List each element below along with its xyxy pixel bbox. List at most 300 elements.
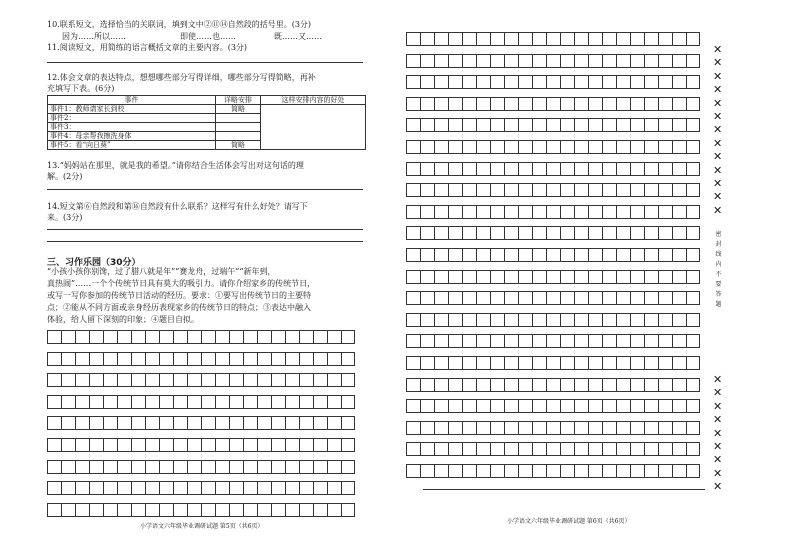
grid-cell[interactable] (491, 314, 505, 326)
grid-cell[interactable] (547, 335, 561, 347)
grid-cell[interactable] (286, 396, 300, 408)
grid-row[interactable] (47, 503, 355, 517)
grid-cell[interactable] (76, 396, 90, 408)
grid-cell[interactable] (132, 482, 146, 494)
grid-cell[interactable] (519, 184, 533, 196)
grid-cell[interactable] (449, 292, 463, 304)
grid-cell[interactable] (659, 55, 673, 67)
grid-cell[interactable] (407, 163, 421, 175)
grid-cell[interactable] (76, 374, 90, 386)
grid-row[interactable] (406, 205, 700, 219)
grid-cell[interactable] (463, 292, 477, 304)
grid-cell[interactable] (533, 400, 547, 412)
grid-cell[interactable] (463, 76, 477, 88)
grid-cell[interactable] (631, 141, 645, 153)
grid-cell[interactable] (435, 76, 449, 88)
grid-cell[interactable] (547, 206, 561, 218)
grid-cell[interactable] (160, 417, 174, 429)
grid-cell[interactable] (505, 227, 519, 239)
grid-cell[interactable] (603, 163, 617, 175)
grid-cell[interactable] (160, 396, 174, 408)
grid-cell[interactable] (561, 422, 575, 434)
grid-cell[interactable] (617, 357, 631, 369)
grid-cell[interactable] (272, 353, 286, 365)
grid-cell[interactable] (435, 33, 449, 45)
grid-cell[interactable] (631, 422, 645, 434)
grid-cell[interactable] (244, 331, 258, 343)
grid-cell[interactable] (421, 184, 435, 196)
grid-cell[interactable] (421, 76, 435, 88)
grid-cell[interactable] (519, 292, 533, 304)
grid-row[interactable] (406, 248, 700, 262)
grid-cell[interactable] (589, 357, 603, 369)
grid-cell[interactable] (603, 55, 617, 67)
grid-cell[interactable] (575, 271, 589, 283)
grid-cell[interactable] (328, 374, 342, 386)
grid-cell[interactable] (645, 400, 659, 412)
grid-cell[interactable] (118, 504, 132, 516)
grid-cell[interactable] (477, 206, 491, 218)
grid-cell[interactable] (230, 374, 244, 386)
grid-row[interactable] (47, 373, 355, 387)
grid-row[interactable] (406, 356, 700, 370)
grid-cell[interactable] (48, 353, 62, 365)
grid-cell[interactable] (617, 227, 631, 239)
grid-cell[interactable] (673, 465, 687, 477)
grid-cell[interactable] (631, 465, 645, 477)
grid-cell[interactable] (477, 443, 491, 455)
grid-cell[interactable] (547, 55, 561, 67)
grid-cell[interactable] (314, 439, 328, 451)
grid-cell[interactable] (174, 461, 188, 473)
grid-cell[interactable] (673, 98, 687, 110)
grid-cell[interactable] (575, 249, 589, 261)
grid-cell[interactable] (589, 184, 603, 196)
grid-cell[interactable] (645, 443, 659, 455)
grid-cell[interactable] (561, 357, 575, 369)
grid-cell[interactable] (449, 98, 463, 110)
grid-cell[interactable] (244, 353, 258, 365)
grid-cell[interactable] (272, 374, 286, 386)
grid-cell[interactable] (519, 98, 533, 110)
grid-cell[interactable] (230, 331, 244, 343)
grid-cell[interactable] (645, 33, 659, 45)
grid-cell[interactable] (491, 465, 505, 477)
grid-cell[interactable] (561, 314, 575, 326)
grid-cell[interactable] (659, 292, 673, 304)
detail-cell[interactable] (216, 132, 261, 141)
grid-row[interactable] (406, 54, 700, 68)
grid-cell[interactable] (673, 76, 687, 88)
grid-cell[interactable] (589, 443, 603, 455)
grid-cell[interactable] (244, 374, 258, 386)
grid-cell[interactable] (463, 400, 477, 412)
grid-cell[interactable] (547, 357, 561, 369)
grid-cell[interactable] (589, 206, 603, 218)
grid-cell[interactable] (491, 292, 505, 304)
grid-cell[interactable] (533, 271, 547, 283)
grid-cell[interactable] (533, 379, 547, 391)
grid-cell[interactable] (505, 119, 519, 131)
grid-cell[interactable] (463, 33, 477, 45)
grid-cell[interactable] (174, 396, 188, 408)
grid-cell[interactable] (216, 461, 230, 473)
grid-cell[interactable] (90, 374, 104, 386)
grid-cell[interactable] (645, 55, 659, 67)
grid-cell[interactable] (617, 314, 631, 326)
grid-cell[interactable] (673, 163, 687, 175)
grid-cell[interactable] (104, 417, 118, 429)
grid-cell[interactable] (561, 379, 575, 391)
grid-cell[interactable] (421, 55, 435, 67)
grid-cell[interactable] (90, 417, 104, 429)
grid-cell[interactable] (519, 443, 533, 455)
grid-cell[interactable] (491, 357, 505, 369)
grid-cell[interactable] (505, 141, 519, 153)
grid-cell[interactable] (659, 314, 673, 326)
grid-cell[interactable] (617, 335, 631, 347)
grid-cell[interactable] (575, 141, 589, 153)
grid-cell[interactable] (421, 141, 435, 153)
grid-cell[interactable] (547, 76, 561, 88)
grid-cell[interactable] (603, 335, 617, 347)
grid-cell[interactable] (463, 422, 477, 434)
grid-cell[interactable] (631, 163, 645, 175)
grid-cell[interactable] (407, 379, 421, 391)
grid-cell[interactable] (286, 504, 300, 516)
grid-cell[interactable] (547, 314, 561, 326)
grid-cell[interactable] (491, 141, 505, 153)
grid-cell[interactable] (146, 504, 160, 516)
grid-cell[interactable] (300, 353, 314, 365)
grid-cell[interactable] (407, 55, 421, 67)
grid-cell[interactable] (258, 396, 272, 408)
grid-cell[interactable] (533, 335, 547, 347)
grid-row[interactable] (406, 421, 700, 435)
grid-cell[interactable] (659, 119, 673, 131)
grid-cell[interactable] (463, 184, 477, 196)
grid-cell[interactable] (118, 353, 132, 365)
grid-cell[interactable] (645, 271, 659, 283)
grid-cell[interactable] (449, 55, 463, 67)
grid-cell[interactable] (90, 353, 104, 365)
grid-cell[interactable] (272, 461, 286, 473)
grid-cell[interactable] (449, 379, 463, 391)
grid-cell[interactable] (421, 249, 435, 261)
grid-cell[interactable] (244, 396, 258, 408)
grid-cell[interactable] (118, 331, 132, 343)
grid-cell[interactable] (132, 353, 146, 365)
grid-cell[interactable] (505, 271, 519, 283)
grid-cell[interactable] (174, 504, 188, 516)
grid-cell[interactable] (90, 396, 104, 408)
grid-cell[interactable] (407, 443, 421, 455)
grid-cell[interactable] (300, 374, 314, 386)
grid-cell[interactable] (90, 461, 104, 473)
grid-cell[interactable] (188, 374, 202, 386)
grid-cell[interactable] (421, 422, 435, 434)
grid-cell[interactable] (603, 76, 617, 88)
grid-row[interactable] (47, 395, 355, 409)
grid-cell[interactable] (477, 271, 491, 283)
grid-cell[interactable] (617, 76, 631, 88)
grid-cell[interactable] (48, 331, 62, 343)
grid-cell[interactable] (631, 227, 645, 239)
grid-cell[interactable] (90, 439, 104, 451)
grid-cell[interactable] (477, 119, 491, 131)
grid-cell[interactable] (407, 249, 421, 261)
grid-cell[interactable] (300, 439, 314, 451)
grid-row[interactable] (406, 334, 700, 348)
grid-cell[interactable] (519, 163, 533, 175)
grid-cell[interactable] (645, 227, 659, 239)
grid-cell[interactable] (463, 119, 477, 131)
grid-cell[interactable] (272, 396, 286, 408)
grid-cell[interactable] (575, 379, 589, 391)
grid-cell[interactable] (617, 98, 631, 110)
grid-cell[interactable] (631, 271, 645, 283)
grid-row[interactable] (406, 442, 700, 456)
grid-cell[interactable] (617, 55, 631, 67)
grid-cell[interactable] (533, 163, 547, 175)
grid-cell[interactable] (505, 465, 519, 477)
grid-cell[interactable] (132, 417, 146, 429)
grid-cell[interactable] (407, 335, 421, 347)
grid-cell[interactable] (449, 314, 463, 326)
grid-cell[interactable] (519, 141, 533, 153)
grid-cell[interactable] (48, 516, 62, 528)
grid-cell[interactable] (463, 357, 477, 369)
grid-cell[interactable] (603, 357, 617, 369)
grid-cell[interactable] (76, 482, 90, 494)
grid-cell[interactable] (48, 417, 62, 429)
grid-row[interactable] (406, 378, 700, 392)
grid-cell[interactable] (62, 461, 76, 473)
grid-cell[interactable] (258, 353, 272, 365)
grid-cell[interactable] (617, 443, 631, 455)
grid-cell[interactable] (407, 477, 421, 489)
grid-cell[interactable] (659, 422, 673, 434)
grid-cell[interactable] (561, 271, 575, 283)
grid-row[interactable] (406, 97, 700, 111)
grid-cell[interactable] (547, 119, 561, 131)
grid-cell[interactable] (561, 443, 575, 455)
grid-cell[interactable] (188, 417, 202, 429)
grid-cell[interactable] (659, 76, 673, 88)
grid-cell[interactable] (435, 98, 449, 110)
grid-cell[interactable] (272, 331, 286, 343)
grid-cell[interactable] (589, 422, 603, 434)
grid-cell[interactable] (174, 331, 188, 343)
grid-cell[interactable] (435, 249, 449, 261)
grid-cell[interactable] (118, 417, 132, 429)
grid-cell[interactable] (421, 227, 435, 239)
grid-cell[interactable] (477, 335, 491, 347)
grid-cell[interactable] (407, 271, 421, 283)
grid-cell[interactable] (132, 461, 146, 473)
grid-cell[interactable] (48, 374, 62, 386)
grid-cell[interactable] (575, 400, 589, 412)
grid-cell[interactable] (146, 439, 160, 451)
grid-cell[interactable] (645, 184, 659, 196)
grid-cell[interactable] (477, 422, 491, 434)
grid-cell[interactable] (659, 335, 673, 347)
grid-cell[interactable] (202, 396, 216, 408)
grid-cell[interactable] (477, 357, 491, 369)
grid-row[interactable] (406, 399, 700, 413)
grid-cell[interactable] (659, 227, 673, 239)
grid-cell[interactable] (216, 439, 230, 451)
grid-cell[interactable] (547, 379, 561, 391)
grid-cell[interactable] (188, 396, 202, 408)
grid-cell[interactable] (603, 379, 617, 391)
grid-cell[interactable] (547, 443, 561, 455)
grid-cell[interactable] (477, 33, 491, 45)
grid-cell[interactable] (603, 206, 617, 218)
grid-cell[interactable] (202, 353, 216, 365)
grid-cell[interactable] (188, 482, 202, 494)
grid-cell[interactable] (631, 400, 645, 412)
grid-row[interactable] (406, 118, 700, 132)
grid-cell[interactable] (435, 465, 449, 477)
grid-cell[interactable] (314, 374, 328, 386)
grid-cell[interactable] (659, 379, 673, 391)
grid-cell[interactable] (547, 422, 561, 434)
grid-cell[interactable] (188, 461, 202, 473)
grid-cell[interactable] (328, 439, 342, 451)
grid-cell[interactable] (575, 335, 589, 347)
grid-cell[interactable] (575, 292, 589, 304)
grid-cell[interactable] (202, 439, 216, 451)
answer-line[interactable] (47, 241, 363, 242)
grid-cell[interactable] (421, 465, 435, 477)
grid-cell[interactable] (631, 33, 645, 45)
grid-cell[interactable] (631, 55, 645, 67)
grid-cell[interactable] (272, 482, 286, 494)
grid-cell[interactable] (407, 119, 421, 131)
grid-cell[interactable] (533, 119, 547, 131)
grid-cell[interactable] (104, 482, 118, 494)
grid-cell[interactable] (449, 249, 463, 261)
grid-cell[interactable] (463, 206, 477, 218)
grid-cell[interactable] (589, 379, 603, 391)
grid-cell[interactable] (617, 271, 631, 283)
grid-cell[interactable] (421, 443, 435, 455)
grid-cell[interactable] (104, 353, 118, 365)
grid-cell[interactable] (435, 357, 449, 369)
grid-cell[interactable] (561, 119, 575, 131)
grid-cell[interactable] (463, 465, 477, 477)
grid-cell[interactable] (62, 396, 76, 408)
grid-cell[interactable] (491, 119, 505, 131)
grid-cell[interactable] (533, 206, 547, 218)
grid-cell[interactable] (547, 227, 561, 239)
grid-cell[interactable] (491, 443, 505, 455)
grid-cell[interactable] (547, 141, 561, 153)
grid-cell[interactable] (673, 443, 687, 455)
grid-cell[interactable] (477, 249, 491, 261)
grid-row[interactable] (406, 313, 700, 327)
grid-cell[interactable] (631, 184, 645, 196)
grid-cell[interactable] (421, 400, 435, 412)
grid-cell[interactable] (160, 439, 174, 451)
grid-row[interactable] (47, 416, 355, 430)
grid-cell[interactable] (435, 379, 449, 391)
grid-cell[interactable] (76, 504, 90, 516)
grid-cell[interactable] (202, 331, 216, 343)
grid-cell[interactable] (76, 461, 90, 473)
grid-cell[interactable] (328, 331, 342, 343)
grid-cell[interactable] (645, 379, 659, 391)
grid-cell[interactable] (463, 98, 477, 110)
grid-cell[interactable] (449, 206, 463, 218)
grid-cell[interactable] (589, 141, 603, 153)
grid-cell[interactable] (561, 465, 575, 477)
grid-cell[interactable] (491, 76, 505, 88)
grid-cell[interactable] (300, 504, 314, 516)
grid-cell[interactable] (477, 465, 491, 477)
grid-cell[interactable] (631, 443, 645, 455)
grid-cell[interactable] (314, 461, 328, 473)
grid-cell[interactable] (463, 335, 477, 347)
grid-cell[interactable] (421, 98, 435, 110)
grid-cell[interactable] (505, 314, 519, 326)
grid-cell[interactable] (645, 141, 659, 153)
grid-cell[interactable] (477, 141, 491, 153)
grid-row[interactable] (406, 32, 700, 46)
grid-cell[interactable] (491, 400, 505, 412)
grid-cell[interactable] (62, 417, 76, 429)
grid-cell[interactable] (533, 141, 547, 153)
grid-cell[interactable] (188, 331, 202, 343)
grid-cell[interactable] (673, 422, 687, 434)
grid-cell[interactable] (631, 76, 645, 88)
grid-cell[interactable] (603, 249, 617, 261)
grid-cell[interactable] (505, 379, 519, 391)
grid-row[interactable] (47, 460, 355, 474)
grid-cell[interactable] (519, 119, 533, 131)
grid-cell[interactable] (519, 335, 533, 347)
grid-cell[interactable] (519, 227, 533, 239)
grid-cell[interactable] (435, 184, 449, 196)
grid-cell[interactable] (286, 374, 300, 386)
benefit-cell[interactable] (261, 105, 366, 150)
grid-cell[interactable] (533, 292, 547, 304)
grid-cell[interactable] (659, 98, 673, 110)
grid-cell[interactable] (575, 227, 589, 239)
grid-cell[interactable] (286, 417, 300, 429)
grid-cell[interactable] (491, 271, 505, 283)
grid-cell[interactable] (132, 504, 146, 516)
grid-cell[interactable] (491, 163, 505, 175)
grid-cell[interactable] (174, 417, 188, 429)
grid-cell[interactable] (160, 331, 174, 343)
grid-cell[interactable] (449, 335, 463, 347)
grid-cell[interactable] (188, 353, 202, 365)
grid-cell[interactable] (76, 417, 90, 429)
grid-cell[interactable] (645, 206, 659, 218)
grid-cell[interactable] (561, 55, 575, 67)
grid-cell[interactable] (505, 422, 519, 434)
grid-cell[interactable] (174, 353, 188, 365)
grid-cell[interactable] (314, 353, 328, 365)
grid-cell[interactable] (519, 465, 533, 477)
grid-cell[interactable] (146, 331, 160, 343)
grid-cell[interactable] (435, 119, 449, 131)
grid-cell[interactable] (449, 141, 463, 153)
grid-cell[interactable] (449, 184, 463, 196)
grid-cell[interactable] (477, 163, 491, 175)
